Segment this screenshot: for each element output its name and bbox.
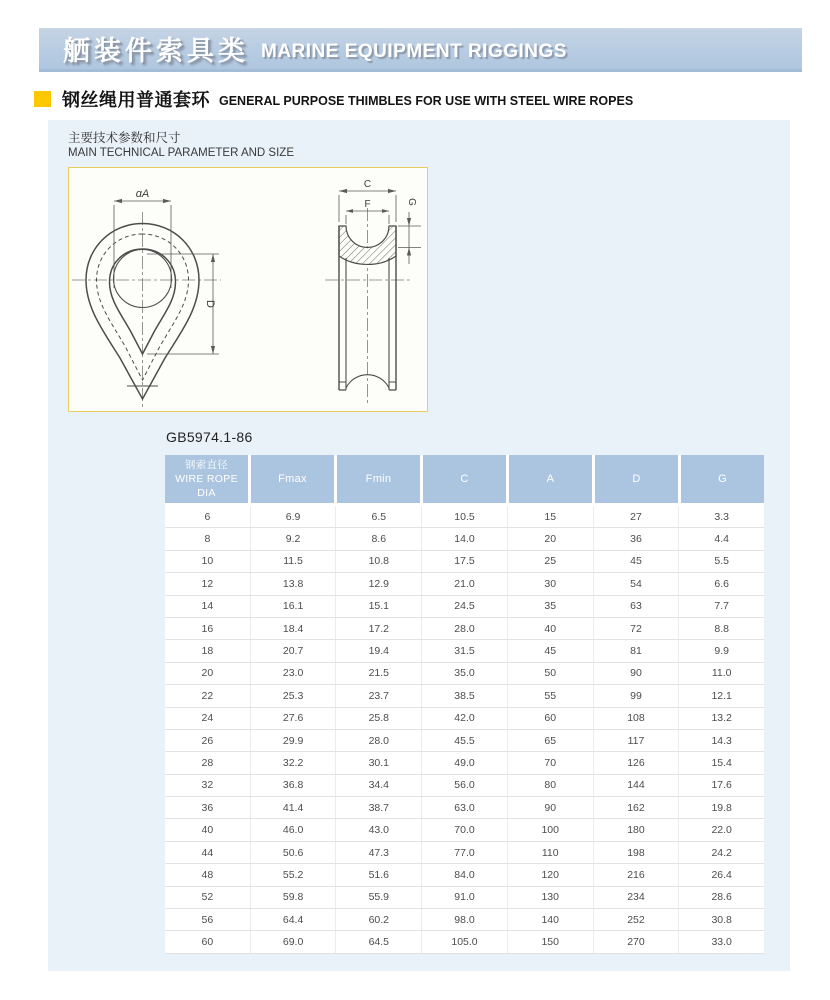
table-row bbox=[165, 730, 764, 752]
table-cell: 21.5 bbox=[336, 663, 422, 684]
yellow-bullet-icon bbox=[34, 91, 51, 107]
table-cell: 84.0 bbox=[422, 864, 508, 885]
section-title-zh: 钢丝绳用普通套环 bbox=[62, 90, 210, 110]
table-cell: 52 bbox=[165, 887, 251, 908]
subtitle-en: MAIN TECHNICAL PARAMETER AND SIZE bbox=[68, 147, 294, 159]
table-cell: 6.5 bbox=[336, 506, 422, 527]
table-cell: 13.8 bbox=[251, 573, 337, 594]
table-cell: 6 bbox=[165, 506, 251, 527]
column-header: C bbox=[423, 455, 506, 503]
table-cell: 38.5 bbox=[422, 685, 508, 706]
table-cell: 12 bbox=[165, 573, 251, 594]
table-cell: 6.6 bbox=[714, 577, 729, 590]
table-cell: 42.0 bbox=[422, 708, 508, 729]
table-cell: 28.0 bbox=[336, 730, 422, 751]
table-cell: 55.9 bbox=[336, 887, 422, 908]
table-cell: 43.0 bbox=[336, 819, 422, 840]
table-cell: 69.0 bbox=[251, 931, 337, 952]
table-cell: 18 bbox=[165, 640, 251, 661]
table-cell: 98.0 bbox=[422, 909, 508, 930]
table-cell: 252 bbox=[594, 909, 680, 930]
section-heading bbox=[34, 86, 633, 112]
standard-label: GB5974.1-86 bbox=[166, 429, 253, 445]
table-cell: 45 bbox=[594, 551, 680, 572]
table-row bbox=[165, 909, 764, 931]
table-row bbox=[165, 819, 764, 841]
table-cell: 15.4 bbox=[711, 756, 732, 769]
table-cell: 16.1 bbox=[251, 596, 337, 617]
table-row bbox=[165, 573, 764, 595]
column-header: A bbox=[509, 455, 592, 503]
table-cell: 50.6 bbox=[251, 842, 337, 863]
table-cell: 70 bbox=[508, 752, 594, 773]
column-header: G bbox=[681, 455, 764, 503]
table-cell: 47.3 bbox=[336, 842, 422, 863]
table-cell: 59.8 bbox=[251, 887, 337, 908]
table-cell: 162 bbox=[594, 797, 680, 818]
table-cell: 9.9 bbox=[714, 645, 729, 658]
table-cell: 77.0 bbox=[422, 842, 508, 863]
table-cell: 51.6 bbox=[336, 864, 422, 885]
table-cell: 10.5 bbox=[422, 506, 508, 527]
table-cell: 55.2 bbox=[251, 864, 337, 885]
table-cell: 12.9 bbox=[336, 573, 422, 594]
page-banner bbox=[39, 28, 802, 72]
table-cell: 22 bbox=[165, 685, 251, 706]
table-cell: 234 bbox=[594, 887, 680, 908]
table-cell: 46.0 bbox=[251, 819, 337, 840]
thimble-diagram-svg bbox=[69, 168, 427, 411]
dim-label-side-width: C bbox=[363, 179, 372, 190]
table-cell: 33.0 bbox=[711, 936, 732, 949]
table-cell: 180 bbox=[594, 819, 680, 840]
banner-title-zh: 舾装件索具类 bbox=[63, 36, 249, 66]
table-cell: 30 bbox=[508, 573, 594, 594]
table-cell: 50 bbox=[508, 663, 594, 684]
table-cell: 41.4 bbox=[251, 797, 337, 818]
table-row bbox=[165, 551, 764, 573]
table-cell: 20.7 bbox=[251, 640, 337, 661]
table-cell: 23.0 bbox=[251, 663, 337, 684]
table-cell: 70.0 bbox=[422, 819, 508, 840]
table-cell: 23.7 bbox=[336, 685, 422, 706]
content-panel bbox=[48, 120, 790, 971]
table-cell: 72 bbox=[594, 618, 680, 639]
table-cell: 25.8 bbox=[336, 708, 422, 729]
column-header: Fmin bbox=[337, 455, 420, 503]
table-body bbox=[165, 506, 764, 954]
table-cell: 18.4 bbox=[251, 618, 337, 639]
dim-label-front-width: ɑA bbox=[135, 188, 150, 200]
table-cell: 25.3 bbox=[251, 685, 337, 706]
table-cell: 91.0 bbox=[422, 887, 508, 908]
table-row bbox=[165, 864, 764, 886]
table-row bbox=[165, 887, 764, 909]
table-cell: 64.4 bbox=[251, 909, 337, 930]
table-cell: 28 bbox=[165, 752, 251, 773]
table-cell: 36 bbox=[594, 528, 680, 549]
table-cell: 17.5 bbox=[422, 551, 508, 572]
table-cell: 35.0 bbox=[422, 663, 508, 684]
table-cell: 11.5 bbox=[251, 551, 337, 572]
table-cell: 126 bbox=[594, 752, 680, 773]
subtitle-zh: 主要技术参数和尺寸 bbox=[68, 131, 181, 145]
table-cell: 20 bbox=[165, 663, 251, 684]
table-cell: 32 bbox=[165, 775, 251, 796]
table-cell: 13.2 bbox=[711, 712, 732, 725]
table-cell: 6.9 bbox=[251, 506, 337, 527]
table-cell: 55 bbox=[508, 685, 594, 706]
table-cell: 26.4 bbox=[711, 868, 732, 881]
table-row bbox=[165, 506, 764, 528]
table-cell: 45 bbox=[508, 640, 594, 661]
table-cell: 63.0 bbox=[422, 797, 508, 818]
spec-table bbox=[165, 455, 764, 954]
table-cell: 5.5 bbox=[714, 555, 729, 568]
table-cell: 34.4 bbox=[336, 775, 422, 796]
front-view bbox=[72, 212, 221, 408]
table-cell: 21.0 bbox=[422, 573, 508, 594]
table-cell: 24.5 bbox=[422, 596, 508, 617]
table-row bbox=[165, 685, 764, 707]
dimension-side-depth bbox=[398, 198, 421, 264]
table-row bbox=[165, 596, 764, 618]
table-cell: 60.2 bbox=[336, 909, 422, 930]
table-header-row bbox=[165, 455, 764, 503]
banner-title-en: MARINE EQUIPMENT RIGGINGS bbox=[261, 41, 567, 62]
table-cell: 36.8 bbox=[251, 775, 337, 796]
table-cell: 3.3 bbox=[714, 510, 729, 523]
table-cell: 26 bbox=[165, 730, 251, 751]
table-cell: 81 bbox=[594, 640, 680, 661]
table-cell: 130 bbox=[508, 887, 594, 908]
table-row bbox=[165, 618, 764, 640]
table-cell: 28.6 bbox=[711, 891, 732, 904]
table-cell: 15 bbox=[508, 506, 594, 527]
table-cell: 17.2 bbox=[336, 618, 422, 639]
table-cell: 49.0 bbox=[422, 752, 508, 773]
table-cell: 30.1 bbox=[336, 752, 422, 773]
table-cell: 14.0 bbox=[422, 528, 508, 549]
table-cell: 120 bbox=[508, 864, 594, 885]
table-cell: 19.8 bbox=[711, 801, 732, 814]
table-cell: 24.2 bbox=[711, 846, 732, 859]
section-title-en: GENERAL PURPOSE THIMBLES FOR USE WITH STEEL WIRE ROPES bbox=[219, 94, 634, 108]
table-cell: 10.8 bbox=[336, 551, 422, 572]
table-row bbox=[165, 775, 764, 797]
table-row bbox=[165, 708, 764, 730]
table-cell: 8.8 bbox=[714, 622, 729, 635]
dim-label-side-inner-width: F bbox=[364, 199, 371, 210]
table-cell: 144 bbox=[594, 775, 680, 796]
table-row bbox=[165, 752, 764, 774]
table-cell: 17.6 bbox=[711, 779, 732, 792]
table-cell: 65 bbox=[508, 730, 594, 751]
table-cell: 110 bbox=[508, 842, 594, 863]
table-cell: 32.2 bbox=[251, 752, 337, 773]
column-header: Fmax bbox=[251, 455, 334, 503]
dim-label-front-height: D bbox=[204, 300, 216, 308]
table-cell: 40 bbox=[508, 618, 594, 639]
table-cell: 64.5 bbox=[336, 931, 422, 952]
table-cell: 14.3 bbox=[711, 734, 732, 747]
table-cell: 198 bbox=[594, 842, 680, 863]
table-cell: 7.7 bbox=[714, 600, 729, 613]
table-cell: 40 bbox=[165, 819, 251, 840]
table-cell: 14 bbox=[165, 596, 251, 617]
table-cell: 24 bbox=[165, 708, 251, 729]
table-cell: 60 bbox=[508, 708, 594, 729]
column-header: 钢索直径 WIRE ROPE DIA bbox=[165, 455, 248, 503]
table-cell: 31.5 bbox=[422, 640, 508, 661]
table-row bbox=[165, 797, 764, 819]
table-cell: 9.2 bbox=[251, 528, 337, 549]
table-cell: 99 bbox=[594, 685, 680, 706]
table-row bbox=[165, 528, 764, 550]
table-row bbox=[165, 931, 764, 953]
table-row bbox=[165, 842, 764, 864]
table-cell: 22.0 bbox=[711, 824, 732, 837]
side-view bbox=[325, 208, 413, 406]
table-cell: 90 bbox=[594, 663, 680, 684]
table-row bbox=[165, 663, 764, 685]
table-cell: 117 bbox=[594, 730, 680, 751]
table-cell: 20 bbox=[508, 528, 594, 549]
table-cell: 29.9 bbox=[251, 730, 337, 751]
table-cell: 44 bbox=[165, 842, 251, 863]
table-cell: 80 bbox=[508, 775, 594, 796]
table-cell: 8 bbox=[165, 528, 251, 549]
table-cell: 140 bbox=[508, 909, 594, 930]
table-cell: 27 bbox=[594, 506, 680, 527]
table-cell: 35 bbox=[508, 596, 594, 617]
table-cell: 30.8 bbox=[711, 913, 732, 926]
table-cell: 150 bbox=[508, 931, 594, 952]
table-row bbox=[165, 640, 764, 662]
table-cell: 27.6 bbox=[251, 708, 337, 729]
technical-diagram-box bbox=[68, 167, 428, 412]
table-cell: 38.7 bbox=[336, 797, 422, 818]
table-cell: 16 bbox=[165, 618, 251, 639]
table-cell: 105.0 bbox=[422, 931, 508, 952]
dim-label-side-depth: G bbox=[406, 198, 417, 206]
table-cell: 216 bbox=[594, 864, 680, 885]
table-cell: 90 bbox=[508, 797, 594, 818]
table-cell: 108 bbox=[594, 708, 680, 729]
table-cell: 36 bbox=[165, 797, 251, 818]
panel-subtitle bbox=[68, 130, 294, 161]
table-cell: 11.0 bbox=[711, 667, 732, 680]
table-cell: 4.4 bbox=[714, 533, 729, 546]
table-cell: 8.6 bbox=[336, 528, 422, 549]
table-cell: 25 bbox=[508, 551, 594, 572]
table-cell: 28.0 bbox=[422, 618, 508, 639]
table-cell: 10 bbox=[165, 551, 251, 572]
table-cell: 12.1 bbox=[711, 689, 732, 702]
table-cell: 54 bbox=[594, 573, 680, 594]
column-header: D bbox=[595, 455, 678, 503]
table-cell: 15.1 bbox=[336, 596, 422, 617]
table-cell: 270 bbox=[594, 931, 680, 952]
table-cell: 48 bbox=[165, 864, 251, 885]
table-cell: 19.4 bbox=[336, 640, 422, 661]
table-cell: 45.5 bbox=[422, 730, 508, 751]
table-cell: 60 bbox=[165, 931, 251, 952]
table-cell: 56.0 bbox=[422, 775, 508, 796]
table-cell: 56 bbox=[165, 909, 251, 930]
table-cell: 100 bbox=[508, 819, 594, 840]
table-cell: 63 bbox=[594, 596, 680, 617]
